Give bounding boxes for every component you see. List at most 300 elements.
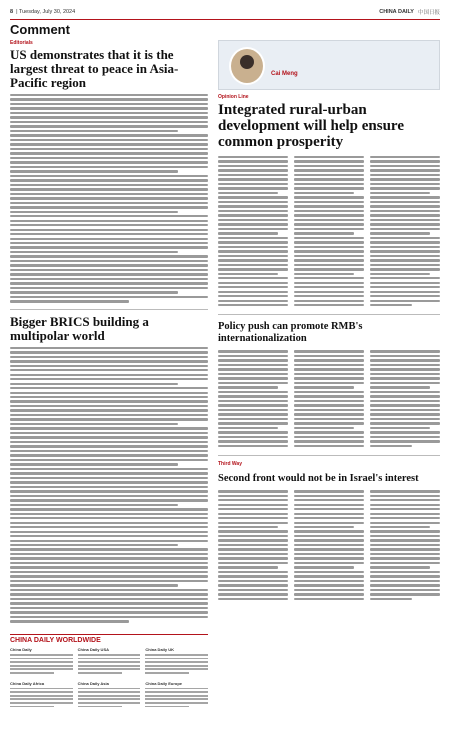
text-line [10,557,208,559]
text-line [294,214,364,216]
divider [218,314,440,315]
text-line [370,422,440,424]
text-line [370,219,440,221]
editorial-body-2 [10,347,208,623]
text-line [370,409,440,411]
text-line [10,445,208,447]
text-line [218,282,288,284]
footer-title: CHINA DAILY WORLDWIDE [10,634,208,644]
text-line [294,522,364,524]
text-line [218,291,288,293]
text-line [10,130,178,132]
text-line [370,382,440,384]
text-line [370,427,430,429]
text-line [294,539,364,541]
text-line [218,228,288,230]
text-line [10,170,178,172]
text-line [10,233,208,235]
text-line [294,174,364,176]
text-line [218,548,288,550]
text-line [10,589,208,591]
text-line [370,440,440,442]
text-line [294,241,364,243]
text-line [370,593,440,595]
text-line [294,169,364,171]
text-line [10,211,178,213]
text-line [10,459,208,461]
text-line [370,373,440,375]
text-line [10,593,208,595]
text-line [370,404,440,406]
text-line [370,192,430,194]
text-line [10,575,208,577]
text-line [370,418,440,420]
text-line [218,440,288,442]
text-line [294,598,364,600]
text-line [294,350,364,352]
text-line [370,391,440,393]
text-line [10,161,208,163]
text-line [10,365,208,367]
text-line [370,544,440,546]
text-line [218,409,288,411]
text-line [218,264,288,266]
text-line [294,575,364,577]
text-line [218,526,278,528]
text-line [10,432,208,434]
text-line [294,237,364,239]
text-line [294,196,364,198]
text-line [145,672,189,674]
page-header [10,6,440,18]
footer-office-name: China Daily Africa [10,680,45,686]
text-line [218,205,288,207]
footer-office [10,681,73,710]
text-line [218,304,288,306]
text-line [10,242,208,244]
text-line [370,598,412,600]
text-line [78,691,141,693]
text-line [294,445,364,447]
text-line [145,688,208,690]
text-line [10,490,208,492]
text-line [218,584,288,586]
policy-body-col-2 [294,350,364,449]
third-headline[interactable]: Second front would not be in Israel's interest [218,473,419,485]
text-line [218,391,288,393]
text-line [78,695,141,697]
text-line [294,228,364,230]
text-line [10,383,178,385]
footer-office-name: China Daily Asia [77,680,109,686]
text-line [370,517,440,519]
text-line [294,386,354,388]
text-line [218,598,288,600]
text-line [78,688,141,690]
left-column [10,40,208,625]
text-line [78,665,141,667]
text-line [218,160,288,162]
text-line [10,481,208,483]
text-line [218,295,288,297]
text-line [10,98,208,100]
text-line [294,364,364,366]
text-line [218,490,288,492]
text-line [10,296,208,298]
text-line [294,192,354,194]
right-column [218,40,440,602]
text-line [218,575,288,577]
text-line [294,499,364,501]
text-line [10,121,208,123]
text-line [10,441,208,443]
text-line [218,495,288,497]
text-line [370,539,440,541]
policy-body [218,350,440,449]
text-line [370,264,440,266]
text-line [294,377,364,379]
text-line [218,169,288,171]
text-line [218,413,288,415]
third-body-col-1 [218,490,288,602]
text-line [218,246,288,248]
text-line [145,702,208,704]
text-line [370,214,440,216]
text-line [10,535,208,537]
text-line [370,282,440,284]
text-line [294,165,364,167]
text-line [218,593,288,595]
text-line [10,450,208,452]
text-line [294,223,364,225]
text-line [294,368,364,370]
text-line [370,196,440,198]
text-line [294,495,364,497]
text-line [10,392,208,394]
text-line [370,210,440,212]
page-number: 8 [10,9,14,15]
text-line [10,206,208,208]
text-line [294,571,364,573]
text-line [294,219,364,221]
third-view-tag: Third Way [218,461,242,468]
text-line [10,661,73,663]
text-line [294,232,354,234]
text-line [370,228,440,230]
text-line [10,695,73,697]
divider [218,455,440,456]
text-line [10,351,208,353]
text-line [10,139,208,141]
text-line [370,571,440,573]
text-line [10,571,208,573]
text-line [294,183,364,185]
text-line [218,535,288,537]
text-line [294,282,364,284]
text-line [10,400,208,402]
text-line [370,526,430,528]
text-line [10,540,208,542]
text-line [370,445,412,447]
text-line [10,378,208,380]
text-line [370,566,430,568]
text-line [10,688,73,690]
text-line [10,116,208,118]
text-line [10,255,208,257]
text-line [218,427,278,429]
text-line [10,184,208,186]
text-line [145,658,208,660]
text-line [370,201,440,203]
text-line [10,654,73,656]
text-line [294,440,364,442]
brand-cn: 中国日报 [417,10,440,16]
text-line [370,205,440,207]
text-line [10,360,208,362]
text-line [78,661,141,663]
text-line [370,386,430,388]
text-line [218,499,288,501]
text-line [294,286,364,288]
text-line [218,174,288,176]
text-line [145,695,208,697]
text-line [10,107,208,109]
text-line [294,413,364,415]
text-line [370,535,440,537]
third-body-col-2 [294,490,364,602]
text-line [10,454,208,456]
text-line [10,414,208,416]
text-line [10,526,208,528]
text-line [294,382,364,384]
text-line [10,562,208,564]
text-line [10,409,208,411]
text-line [218,508,288,510]
footer-office-name: China Daily Europe [145,680,183,686]
text-line [78,668,141,670]
text-line [294,300,364,302]
text-line [218,355,288,357]
footer-office [78,681,141,710]
text-line [294,593,364,595]
text-line [10,436,208,438]
editorial-headline-2[interactable]: Bigger BRICS building a multipolar world [10,313,149,343]
text-line [294,255,364,257]
text-line [10,278,208,280]
text-line [10,215,208,217]
text-line [294,535,364,537]
text-line [218,400,288,402]
text-line [370,513,440,515]
text-line [218,373,288,375]
text-line [10,166,208,168]
text-line [294,400,364,402]
text-line [10,251,178,253]
opinion-tag: Opinion Line [218,94,249,100]
text-line [10,463,178,465]
text-line [10,702,73,704]
text-line [78,672,122,674]
text-line [218,513,288,515]
text-line [370,169,440,171]
text-line [218,562,288,564]
text-line [10,152,208,154]
text-line [10,616,208,618]
text-line [10,553,208,555]
text-line [218,196,288,198]
text-line [145,654,208,656]
text-line [294,295,364,297]
text-line [10,522,208,524]
text-line [370,400,440,402]
text-line [218,219,288,221]
text-line [218,286,288,288]
text-line [10,544,178,546]
text-line [218,237,288,239]
text-line [370,350,440,352]
text-line [370,255,440,257]
text-line [294,530,364,532]
text-line [10,548,208,550]
footer-office [78,647,141,676]
text-line [218,504,288,506]
text-line [78,706,122,708]
text-line [370,490,440,492]
main-body-col-2 [294,156,364,308]
text-line [370,584,440,586]
text-line [294,548,364,550]
text-line [294,418,364,420]
text-line [10,508,208,510]
policy-headline[interactable]: Policy push can promote RMB's internationalization [218,321,363,345]
text-line [10,188,208,190]
text-line [218,539,288,541]
text-line [294,304,364,306]
text-line [294,273,354,275]
text-line [10,220,208,222]
text-line [10,103,208,105]
text-line [10,356,208,358]
text-line [370,160,440,162]
text-line [294,427,354,429]
text-line [294,422,364,424]
text-line [370,232,430,234]
text-line [294,409,364,411]
main-body-col-1 [218,156,288,308]
text-line [370,395,440,397]
text-line [294,246,364,248]
text-line [78,702,141,704]
text-line [10,148,208,150]
text-line [145,668,208,670]
text-line [218,165,288,167]
text-line [370,436,440,438]
text-line [218,571,288,573]
text-line [10,495,208,497]
text-line [10,269,208,271]
text-line [145,698,208,700]
main-body [218,156,440,308]
text-line [10,477,208,479]
text-line [370,291,440,293]
text-line [370,504,440,506]
text-line [370,187,440,189]
text-line [218,386,278,388]
text-line [294,526,354,528]
text-line [10,134,208,136]
text-line [10,300,129,302]
text-line [294,517,364,519]
text-line [218,517,288,519]
text-line [78,698,141,700]
text-line [294,373,364,375]
text-line [370,575,440,577]
text-line [10,175,208,177]
text-line [370,259,440,261]
text-line [218,255,288,257]
text-line [10,472,208,474]
page-date: | Tuesday, July 30, 2024 [16,9,76,15]
text-line [218,522,288,524]
text-line [10,672,54,674]
text-line [370,268,440,270]
text-line [218,445,288,447]
policy-body-col-1 [218,350,288,449]
text-line [218,223,288,225]
main-body-col-3 [370,156,440,308]
editorials-tag: Editorials [10,40,33,46]
text-line [10,387,208,389]
text-line [294,201,364,203]
text-line [294,544,364,546]
text-line [10,405,208,407]
footer-office [145,647,208,676]
text-line [10,229,208,231]
text-line [218,431,288,433]
text-line [370,156,440,158]
text-line [370,178,440,180]
text-line [294,404,364,406]
editorial-headline-1[interactable]: US demonstrates that it is the largest threat to peace in Asia-Pacific region [10,47,179,90]
text-line [10,698,73,700]
text-line [10,202,208,204]
text-line [370,530,440,532]
text-line [218,530,288,532]
text-line [370,499,440,501]
text-line [370,223,440,225]
text-line [218,553,288,555]
text-line [10,566,208,568]
text-line [10,396,208,398]
text-line [10,238,208,240]
text-line [10,418,208,420]
main-headline[interactable]: Integrated rural-urban development will help ensure common prosperity [218,102,404,150]
text-line [294,391,364,393]
text-line [294,277,364,279]
text-line [218,268,288,270]
text-line [294,160,364,162]
text-line [10,246,208,248]
text-line [294,436,364,438]
text-line [10,112,208,114]
header-rule [10,19,440,20]
text-line [370,495,440,497]
text-line [370,286,440,288]
text-line [10,706,54,708]
text-line [370,355,440,357]
text-line [370,431,440,433]
text-line [145,665,208,667]
